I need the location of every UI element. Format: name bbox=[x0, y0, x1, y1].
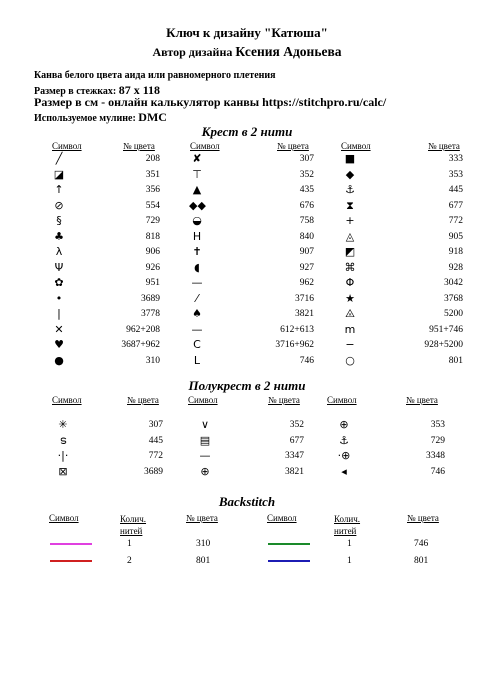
backstitch-line-sample bbox=[268, 543, 310, 545]
half-color-number: 3689 bbox=[144, 466, 163, 477]
back-col-number-header: № цвета bbox=[407, 513, 439, 523]
backstitch-line-sample bbox=[50, 560, 92, 562]
half-section-title: Полукрест в 2 нити bbox=[188, 378, 306, 393]
half-symbol: ◂ bbox=[341, 464, 347, 478]
half-color-number: 729 bbox=[430, 435, 445, 446]
cross-symbol: ⨻ bbox=[345, 307, 355, 320]
cross-color-number: 3716+962 bbox=[275, 340, 314, 350]
cross-symbol: ⌘ bbox=[344, 260, 356, 274]
cross-section-title: Крест в 2 нити bbox=[201, 124, 293, 139]
half-symbol: ∨ bbox=[200, 418, 210, 431]
cross-symbol: ⁄ bbox=[196, 291, 198, 305]
floss-label: Используемое мулине: bbox=[34, 113, 136, 124]
cross-symbol: ◆◆ bbox=[189, 198, 206, 212]
half-color-number: 445 bbox=[148, 435, 163, 446]
cross-color-number: 356 bbox=[145, 185, 160, 195]
half-color-number: 353 bbox=[430, 420, 445, 430]
cross-color-number: 927 bbox=[299, 262, 314, 273]
half-color-number: 3348 bbox=[426, 451, 445, 461]
cross-symbol: • bbox=[55, 291, 63, 305]
cross-symbol: − bbox=[345, 338, 355, 351]
half-col-symbol-header: Символ bbox=[52, 395, 82, 405]
cross-symbol: ● bbox=[54, 353, 64, 367]
cross-color-number: 907 bbox=[299, 247, 314, 257]
size-cm: Размер в см - онлайн калькулятор канвы https://stitchpro.ru/calc/ bbox=[34, 95, 387, 109]
cross-color-number: 951+746 bbox=[429, 324, 463, 335]
cross-color-number: 918 bbox=[448, 247, 463, 257]
half-color-number: 352 bbox=[289, 420, 304, 430]
cross-symbol: Φ bbox=[345, 276, 355, 289]
cross-symbol: — bbox=[191, 322, 203, 336]
cross-color-number: 5200 bbox=[444, 309, 463, 319]
cross-col-number-header: № цвета bbox=[123, 141, 155, 151]
half-color-number: 307 bbox=[148, 420, 163, 430]
backstitch-threads: 1 bbox=[347, 556, 352, 566]
half-symbol: ട bbox=[59, 433, 67, 447]
cross-symbol: ◩ bbox=[344, 245, 356, 258]
cross-symbol: L bbox=[193, 353, 201, 367]
cross-symbol: ★ bbox=[345, 291, 355, 305]
half-color-number: 677 bbox=[289, 435, 304, 446]
cross-symbol: ✿ bbox=[54, 276, 64, 289]
cross-color-number: 307 bbox=[299, 154, 314, 164]
cross-color-number: 746 bbox=[299, 355, 314, 366]
cross-color-number: 3778 bbox=[141, 309, 160, 319]
cross-color-number: 310 bbox=[145, 355, 160, 366]
cross-symbol: Ψ bbox=[54, 260, 64, 274]
backstitch-color-number: 801 bbox=[196, 556, 211, 566]
half-symbol: ⚓ bbox=[339, 433, 349, 447]
cross-symbol: ▲ bbox=[192, 183, 202, 196]
cross-symbol: m bbox=[344, 322, 356, 336]
half-color-number: 772 bbox=[148, 451, 163, 461]
cross-color-number: 962 bbox=[299, 278, 314, 288]
half-symbol: ▤ bbox=[199, 433, 211, 447]
cross-symbol: ◪ bbox=[53, 167, 65, 181]
cross-color-number: 729 bbox=[145, 216, 160, 226]
floss-info bbox=[34, 110, 167, 125]
half-symbol: ✳ bbox=[58, 418, 68, 431]
backstitch-color-number: 310 bbox=[196, 539, 211, 549]
back-col-threads-header: Колич. нитей bbox=[120, 514, 147, 536]
cross-color-number: 352 bbox=[299, 169, 314, 180]
cross-symbol: § bbox=[56, 214, 62, 227]
cross-color-number: 758 bbox=[299, 216, 314, 226]
cross-symbol: ⊤ bbox=[192, 167, 202, 181]
cross-symbol: ◆ bbox=[345, 167, 355, 181]
cross-color-number: 3042 bbox=[444, 278, 463, 288]
floss-value: DMC bbox=[138, 110, 167, 124]
cross-color-number: 3716 bbox=[295, 293, 314, 304]
cross-symbol: ♣ bbox=[54, 229, 64, 243]
cross-color-number: 208 bbox=[145, 154, 160, 164]
cross-symbol: ⊘ bbox=[54, 198, 64, 212]
cross-symbol: H bbox=[192, 229, 202, 243]
cross-symbol: ⧗ bbox=[346, 198, 354, 212]
cross-color-number: 612+613 bbox=[280, 324, 314, 335]
cross-symbol: ◖ bbox=[194, 260, 200, 274]
half-col-number-header: № цвета bbox=[127, 395, 159, 405]
cross-symbol: ◬ bbox=[345, 229, 355, 243]
backstitch-color-number: 746 bbox=[414, 539, 429, 549]
size-stitches-value: 87 x 118 bbox=[118, 83, 161, 97]
half-color-number: 3347 bbox=[285, 451, 304, 461]
cross-symbol: ■ bbox=[344, 152, 356, 165]
cross-symbol: ✘ bbox=[192, 152, 202, 165]
cross-col-symbol-header: Символ bbox=[190, 141, 220, 151]
author-line bbox=[0, 44, 494, 60]
cross-color-number: 840 bbox=[299, 231, 314, 242]
half-col-symbol-header: Символ bbox=[188, 395, 218, 405]
cross-color-number: 3821 bbox=[295, 309, 314, 319]
cross-color-number: 3687+962 bbox=[121, 340, 160, 350]
half-symbol: ·|· bbox=[57, 449, 69, 462]
backstitch-color-number: 801 bbox=[414, 556, 429, 566]
cross-symbol: | bbox=[57, 307, 61, 320]
cross-symbol: ✕ bbox=[54, 322, 64, 336]
back-col-symbol-header: Символ bbox=[267, 513, 297, 523]
cross-symbol: ✝ bbox=[192, 245, 202, 258]
cross-symbol: — bbox=[191, 276, 203, 289]
backstitch-line-sample bbox=[50, 543, 92, 545]
cross-color-number: 951 bbox=[145, 278, 160, 288]
cross-color-number: 801 bbox=[448, 355, 463, 366]
cross-color-number: 928+5200 bbox=[424, 340, 463, 350]
backstitch-threads: 1 bbox=[127, 539, 132, 549]
cross-color-number: 445 bbox=[448, 185, 463, 195]
cross-color-number: 962+208 bbox=[126, 324, 160, 335]
cross-col-number-header: № цвета bbox=[277, 141, 309, 151]
cross-symbol: ♠ bbox=[192, 307, 202, 320]
backstitch-threads: 2 bbox=[127, 556, 132, 566]
cross-symbol: ╱ bbox=[55, 152, 63, 165]
half-color-number: 3821 bbox=[285, 466, 304, 477]
author-label: Автор дизайна bbox=[152, 45, 233, 59]
cross-color-number: 333 bbox=[448, 154, 463, 164]
back-col-number-header: № цвета bbox=[186, 513, 218, 523]
half-color-number: 746 bbox=[430, 466, 445, 477]
cross-color-number: 906 bbox=[145, 247, 160, 257]
half-symbol: ⊠ bbox=[58, 464, 68, 478]
key-title: Ключ к дизайну "Катюша" bbox=[166, 25, 328, 40]
author-name: Ксения Адоньева bbox=[235, 44, 342, 59]
back-section-title: Backstitch bbox=[218, 494, 276, 509]
cross-symbol: ◒ bbox=[192, 214, 202, 227]
cross-col-number-header: № цвета bbox=[428, 141, 460, 151]
half-symbol: — bbox=[199, 449, 211, 462]
cross-symbol: + bbox=[345, 214, 355, 227]
cross-symbol: ○ bbox=[345, 353, 355, 367]
cross-symbol: λ bbox=[55, 245, 63, 258]
cross-color-number: 772 bbox=[448, 216, 463, 226]
cross-color-number: 928 bbox=[448, 262, 463, 273]
back-col-threads-header: Колич. нитей bbox=[334, 514, 361, 536]
half-symbol: ·⊕ bbox=[337, 449, 351, 462]
cross-color-number: 676 bbox=[299, 200, 314, 211]
half-symbol: ⊕ bbox=[200, 464, 210, 478]
half-symbol: ⊕ bbox=[339, 418, 349, 431]
half-col-number-header: № цвета bbox=[268, 395, 300, 405]
cross-color-number: 905 bbox=[448, 231, 463, 242]
cross-symbol: ↑ bbox=[54, 183, 64, 196]
cross-color-number: 554 bbox=[145, 200, 160, 211]
half-col-symbol-header: Символ bbox=[327, 395, 357, 405]
size-stitches-label: Размер в стежках: bbox=[34, 86, 117, 97]
cross-color-number: 3768 bbox=[444, 293, 463, 304]
cross-symbol: ⚓ bbox=[345, 183, 355, 196]
cross-symbol: ♥ bbox=[54, 338, 64, 351]
backstitch-threads: 1 bbox=[347, 539, 352, 549]
cross-color-number: 3689 bbox=[141, 293, 160, 304]
backstitch-line-sample bbox=[268, 560, 310, 562]
cross-col-symbol-header: Символ bbox=[52, 141, 82, 151]
back-col-symbol-header: Символ bbox=[49, 513, 79, 523]
cross-color-number: 351 bbox=[145, 169, 160, 180]
cross-col-symbol-header: Символ bbox=[341, 141, 371, 151]
half-col-number-header: № цвета bbox=[406, 395, 438, 405]
cross-color-number: 435 bbox=[299, 185, 314, 195]
cross-color-number: 353 bbox=[448, 169, 463, 180]
cross-symbol: C bbox=[193, 338, 201, 351]
cross-color-number: 818 bbox=[145, 231, 160, 242]
canvas-info: Канва белого цвета аида или равномерного плетения bbox=[34, 70, 276, 81]
cross-color-number: 926 bbox=[145, 262, 160, 273]
cross-color-number: 677 bbox=[448, 200, 463, 211]
